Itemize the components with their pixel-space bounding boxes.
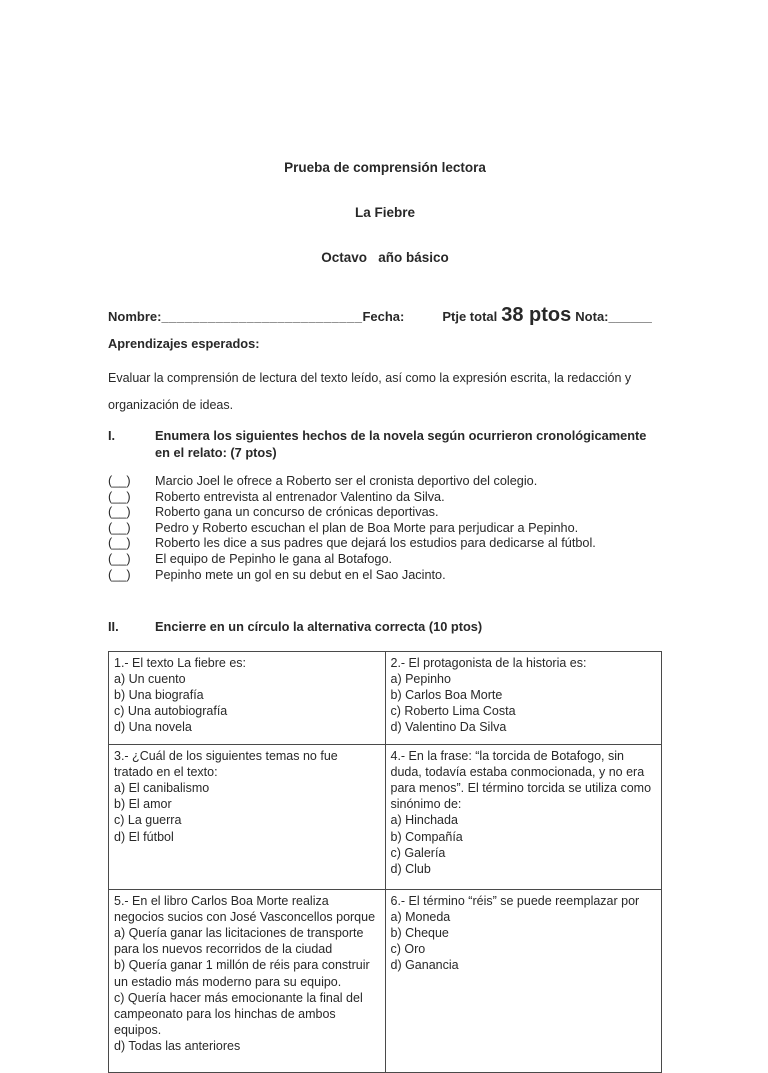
exam-subtitle: La Fiebre xyxy=(354,205,416,220)
question-option: c) Una autobiografía xyxy=(114,704,228,719)
question-option: b) Cheque xyxy=(390,926,449,941)
question-option: d) Una novela xyxy=(114,720,192,735)
sequence-item-text: Roberto entrevista al entrenador Valentino da Silva. xyxy=(155,489,445,504)
question-option: d) Todas las anteriores xyxy=(114,1039,241,1054)
sequence-blank: (__) xyxy=(108,520,131,535)
question-prompt: 2.- El protagonista de la historia es: xyxy=(390,655,587,670)
sequence-blank: (__) xyxy=(108,567,131,582)
date-label: Fecha: xyxy=(362,309,405,324)
sequence-item-text: El equipo de Pepinho le gana al Botafogo. xyxy=(155,551,393,566)
sequence-item-text: Marcio Joel le ofrece a Roberto ser el cronista deportivo del colegio. xyxy=(155,474,538,488)
sequence-item xyxy=(108,568,662,584)
points-label: Ptje total xyxy=(442,309,498,324)
question-cell-2 xyxy=(385,651,662,744)
question-prompt: 6.- El término “réis” se puede reemplazar por xyxy=(390,893,640,908)
question-option: a) Moneda xyxy=(390,909,451,924)
question-cell-6 xyxy=(385,889,662,1072)
question-cell-4 xyxy=(385,744,662,889)
question-option: d) Valentino Da Silva xyxy=(390,720,507,735)
section2-title: Encierre en un círculo la alternativa correcta (10 ptos) xyxy=(155,619,483,635)
sequence-item xyxy=(108,505,662,521)
question-option: b) El amor xyxy=(114,797,172,812)
sequence-blank: (__) xyxy=(108,489,131,504)
question-option: a) Hinchada xyxy=(390,813,458,828)
grade-blank: ______ xyxy=(608,309,652,324)
grade-label: Nota: xyxy=(575,309,609,324)
question-option: b) Una biografía xyxy=(114,688,204,703)
sequence-item xyxy=(108,521,662,537)
section2-numeral: II. xyxy=(108,619,119,635)
sequence-item-text: Pepinho mete un gol en su debut en el Sao Jacinto. xyxy=(155,567,446,582)
question-option: a) Quería ganar las licitaciones de transporte para los nuevos recorridos de la ciudad xyxy=(114,926,364,957)
sequence-blank: (__) xyxy=(108,474,131,488)
question-option: c) Oro xyxy=(390,942,426,957)
exam-title: Prueba de comprensión lectora xyxy=(284,160,486,175)
question-option: b) Quería ganar 1 millón de réis para construir un estadio más moderno para su equipo. xyxy=(114,958,370,989)
question-prompt: 4.- En la frase: “la torcida de Botafogo, sin duda, todavía estaba conmocionada, y no era para menos”. El término torcida se utiliza como sinónimo de: xyxy=(390,748,652,812)
question-option: d) Ganancia xyxy=(390,958,459,973)
sequence-item-text: Roberto gana un concurso de crónicas deportivas. xyxy=(155,505,439,520)
question-option: a) Pepinho xyxy=(390,671,451,686)
section1-title: Enumera los siguientes hechos de la novela según ocurrieron cronológicamente en el relato: (7 ptos) xyxy=(155,428,647,460)
exam-grade: Octavo año básico xyxy=(321,250,449,265)
section2-heading xyxy=(108,619,662,636)
sequence-item-text: Pedro y Roberto escuchan el plan de Boa Morte para perjudicar a Pepinho. xyxy=(155,520,579,535)
question-option: a) El canibalismo xyxy=(114,781,210,796)
points-value: 38 ptos xyxy=(501,304,572,326)
question-prompt: 5.- En el libro Carlos Boa Morte realiza negocios sucios con José Vasconcellos porque xyxy=(114,893,376,924)
question-cell-3 xyxy=(109,744,386,889)
sequence-list xyxy=(108,474,662,583)
question-option: c) Roberto Lima Costa xyxy=(390,704,516,719)
question-option: c) Galería xyxy=(390,845,446,860)
question-option: c) Quería hacer más emocionante la final del campeonato para los hinchas de ambos equipos. xyxy=(114,990,363,1038)
question-option: b) Carlos Boa Morte xyxy=(390,688,503,703)
question-prompt: 3.- ¿Cuál de los siguientes temas no fue tratado en el texto: xyxy=(114,748,338,779)
sequence-item xyxy=(108,552,662,568)
sequence-item xyxy=(108,474,662,490)
objectives-text: Evaluar la comprensión de lectura del texto leído, así como la expresión escrita, la redacción y organización de ideas. xyxy=(108,371,632,412)
questions-table xyxy=(108,651,662,1073)
sequence-blank: (__) xyxy=(108,551,131,566)
sequence-blank: (__) xyxy=(108,536,131,551)
question-cell-5 xyxy=(109,889,386,1072)
sequence-item xyxy=(108,490,662,506)
name-label: Nombre: xyxy=(108,309,162,324)
question-option: b) Compañía xyxy=(390,829,463,844)
title-block xyxy=(108,130,662,295)
sequence-blank: (__) xyxy=(108,505,131,520)
sequence-item-text: Roberto les dice a sus padres que dejará los estudios para dedicarse al fútbol. xyxy=(155,536,596,551)
question-prompt: 1.- El texto La fiebre es: xyxy=(114,655,247,670)
question-option: d) El fútbol xyxy=(114,829,174,844)
question-cell-1 xyxy=(109,651,386,744)
question-option: d) Club xyxy=(390,862,431,877)
question-option: c) La guerra xyxy=(114,813,182,828)
question-option: a) Un cuento xyxy=(114,671,186,686)
student-info-line xyxy=(108,304,662,327)
sequence-item xyxy=(108,536,662,552)
section1-heading xyxy=(108,428,662,461)
section1-numeral: I. xyxy=(108,428,116,443)
name-blank: __________________________ xyxy=(161,309,363,324)
objectives-heading: Aprendizajes esperados: xyxy=(108,336,260,351)
